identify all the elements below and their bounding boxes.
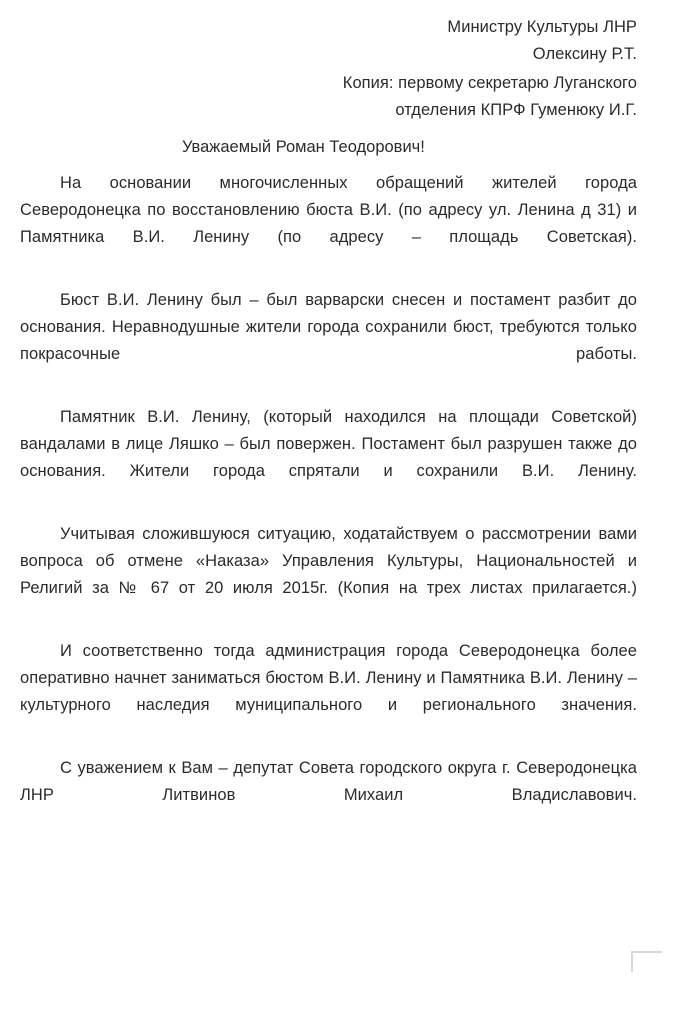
copy-line-1: Копия: первому секретарю Луганского xyxy=(342,74,637,92)
paragraph: И соответственно тогда администрация города Северодонецка более оперативно начнет заниматься бюстом В.И. Ленину и Памятника В.И. Ленину – культурного наследия муниципального и регионального значения. xyxy=(20,642,637,714)
paragraph: Учитывая сложившуюся ситуацию, ходатайствуем о рассмотрении вами вопроса об отмене «Наказа» Управления Культуры, Национальностей и Религий за № 67 от 20 июля 2015г. (Копия на трех листах прилагается.) xyxy=(20,525,637,597)
paragraph: Бюст В.И. Ленину был – был варварски снесен и постамент разбит до основания. Неравнодушные жители города сохранили бюст, требуются только покрасочные работы. xyxy=(20,291,637,363)
paragraph: С уважением к Вам – депутат Совета городского округа г. Северодонецка ЛНР Литвинов Михаил Владиславович. xyxy=(20,759,637,804)
copy-recipient-block xyxy=(20,70,637,124)
addressee-block xyxy=(20,14,637,68)
salutation: Уважаемый Роман Теодорович! xyxy=(182,138,425,156)
paragraph: На основании многочисленных обращений жителей города Северодонецка по восстановлению бюста В.И. (по адресу ул. Ленина д 31) и Памятника В.И. Ленину (по адресу – площадь Советская). xyxy=(20,174,637,246)
addressee-line-1: Министру Культуры ЛНР xyxy=(447,18,637,36)
addressee-line-2: Олексину Р.Т. xyxy=(532,45,637,63)
paragraph: Памятник В.И. Ленину, (который находился на площади Советской) вандалами в лице Ляшко – был повержен. Постамент был разрушен также до основания. Жители города спрятали и сохранили В.И. Ленину. xyxy=(20,408,637,480)
scan-corner-mark xyxy=(631,951,662,972)
copy-line-2: отделения КПРФ Гуменюку И.Г. xyxy=(395,101,637,119)
letter-body xyxy=(20,170,637,836)
